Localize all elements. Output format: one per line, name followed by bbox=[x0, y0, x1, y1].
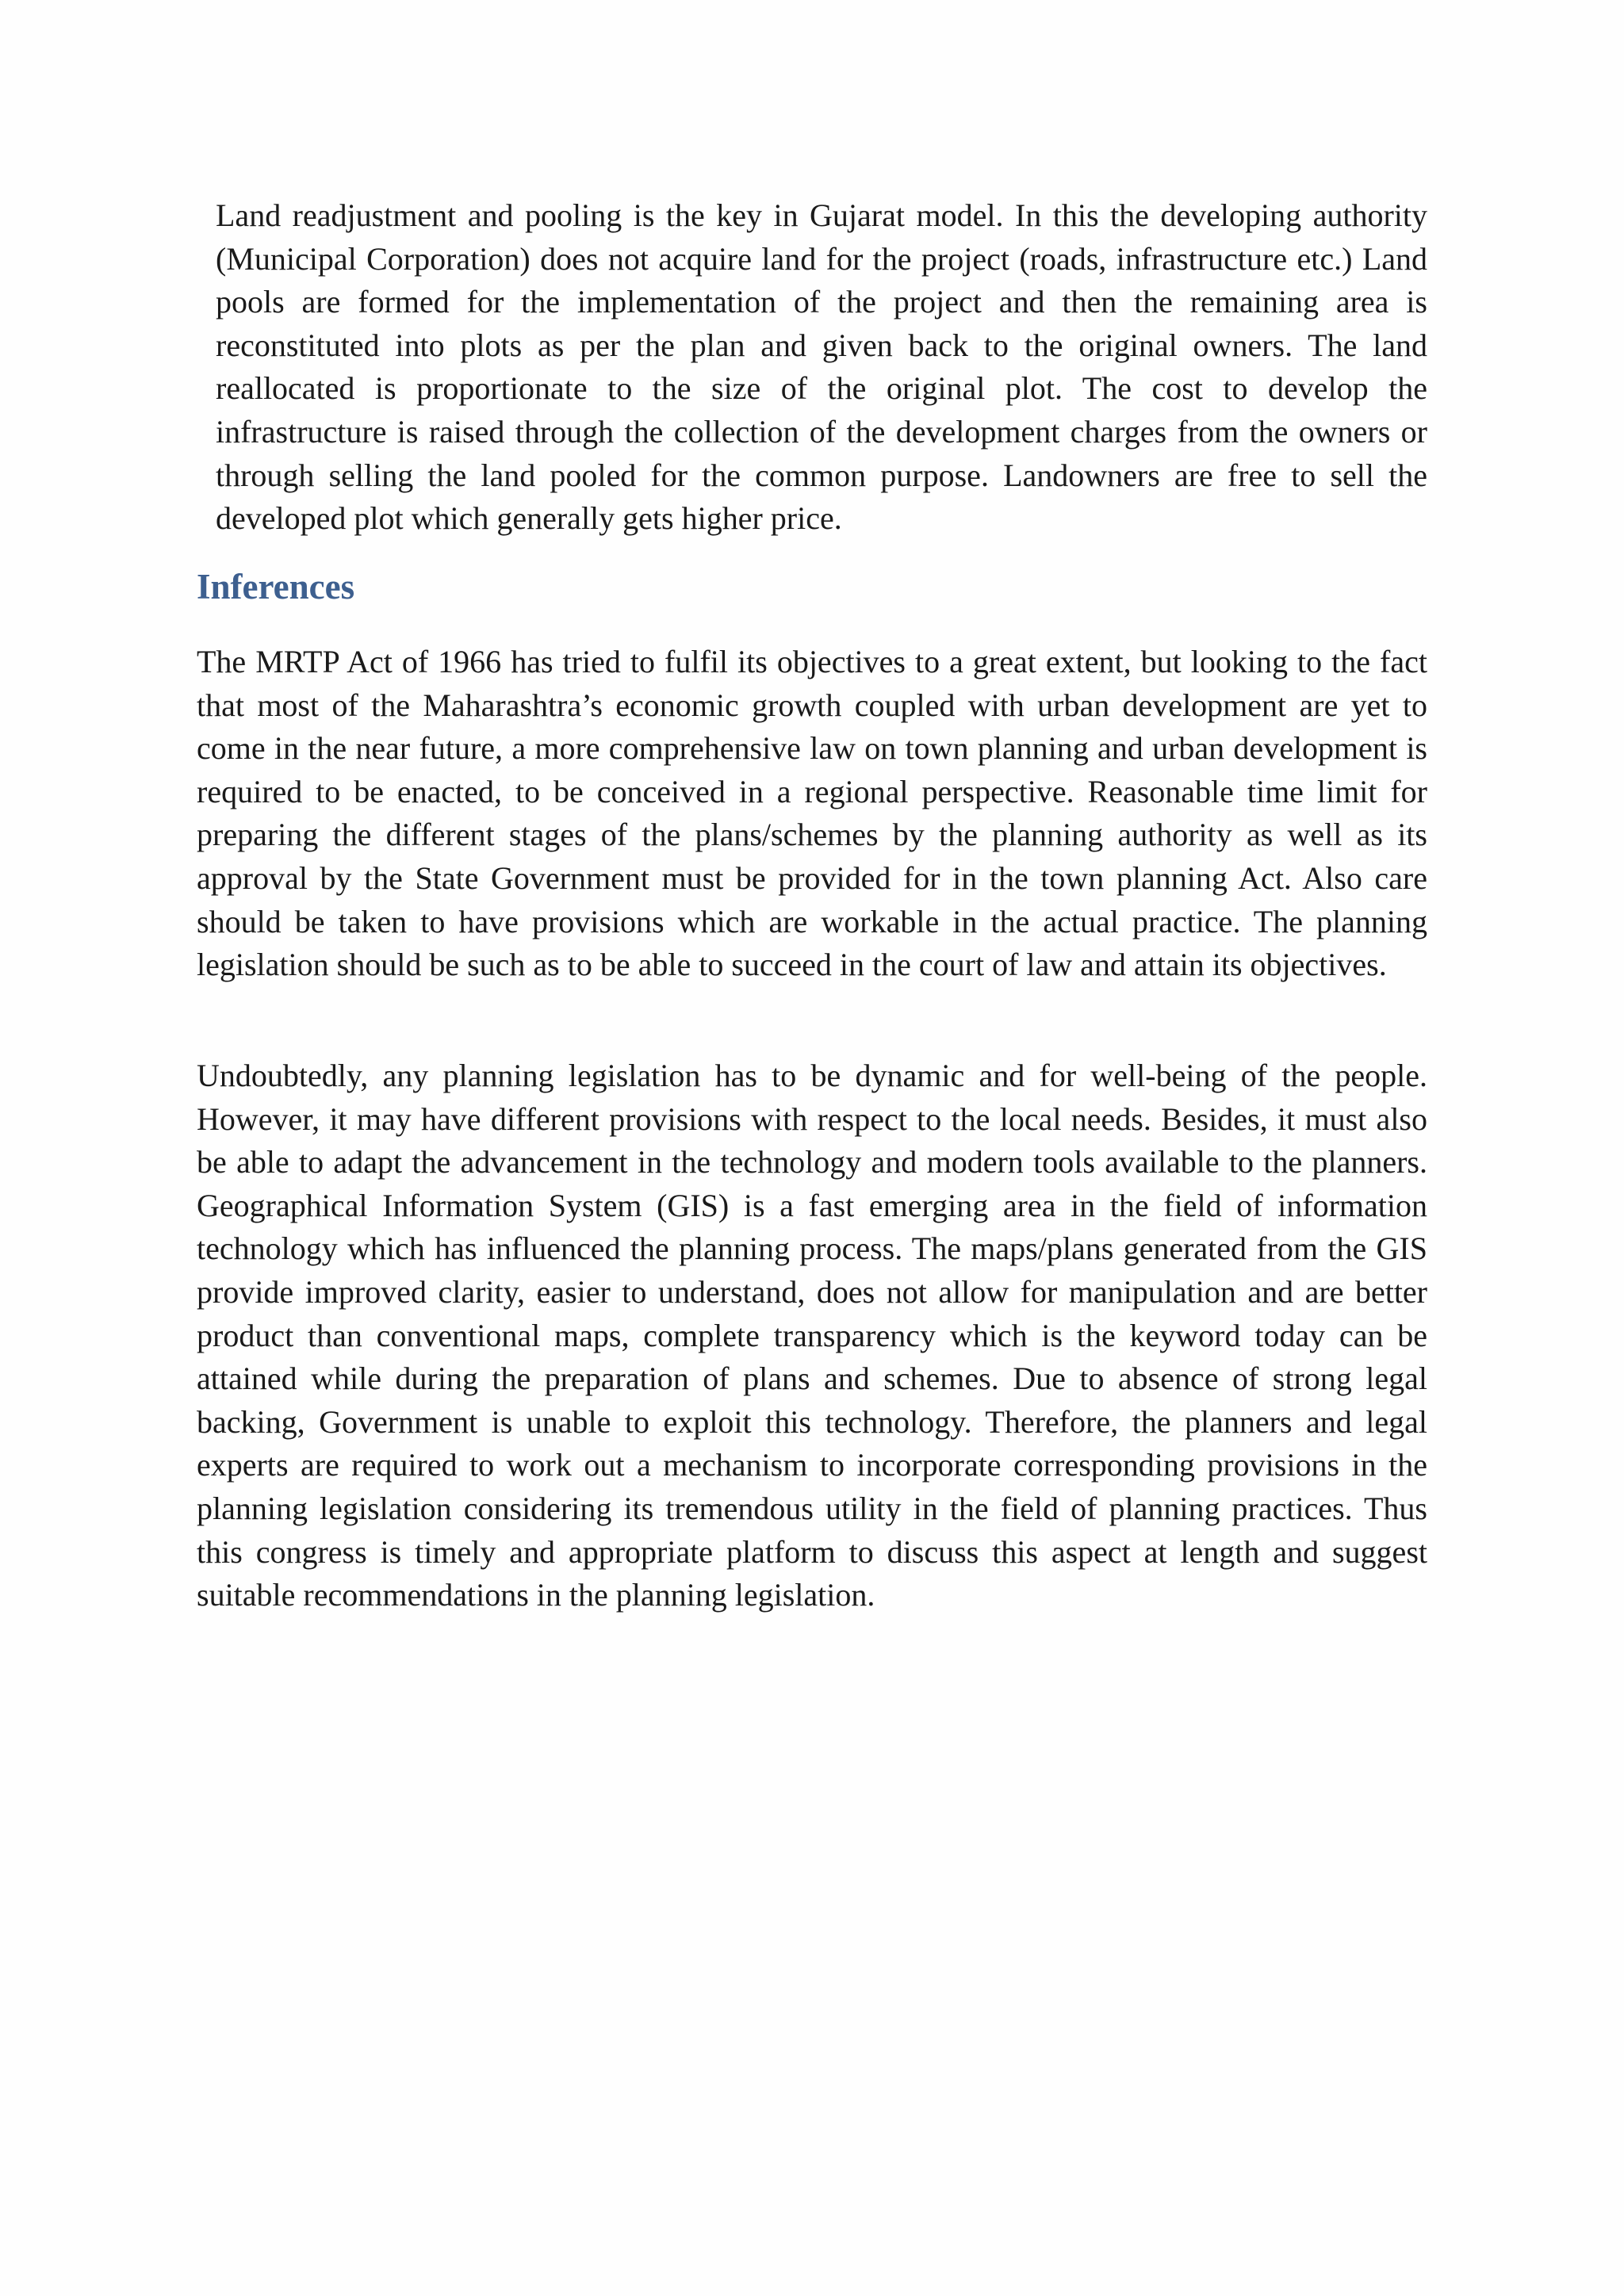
mrtp-act-paragraph: The MRTP Act of 1966 has tried to fulfil its objectives to a great extent, but looking to the fact that most of the Maharashtra’s economic growth coupled with urban development are yet to come in the near future, a more comprehensive law on town planning and urban development is required to be enacted, to be conceived in a regional perspective. Reasonable time limit for preparing the different stages of the plans/schemes by the planning authority as well as its approval by the State Government must be provided for in the town planning Act. Also care should be taken to have provisions which are workable in the actual practice. The planning legislation should be such as to be able to succeed in the court of law and attain its objectives. bbox=[197, 644, 1427, 983]
gis-paragraph: Undoubtedly, any planning legislation has to be dynamic and for well-being of the people. However, it may have different provisions with respect to the local needs. Besides, it must also be able to adapt the advancement in the technology and modern tools available to the planners. Geographical Information System (GIS) is a fast emerging area in the field of information technology which has influenced the planning process. The maps/plans generated from the GIS provide improved clarity, easier to understand, does not allow for manipulation and are better product than conventional maps, complete transparency which is the keyword today can be attained while during the preparation of plans and schemes. Due to absence of strong legal backing, Government is unable to exploit this technology. Therefore, the planners and legal experts are required to work out a mechanism to incorporate corresponding provisions in the planning legislation considering its tremendous utility in the field of planning practices. Thus this congress is timely and appropriate platform to discuss this aspect at length and suggest suitable recommendations in the planning legislation. bbox=[197, 1058, 1427, 1613]
gujarat-model-paragraph: Land readjustment and pooling is the key in Gujarat model. In this the developing authority (Municipal Corporation) does not acquire land for the project (roads, infrastructure etc.) Land pools are formed for the implementation of the project and then the remaining area is reconstituted into plots as per the plan and given back to the original owners. The land reallocated is proportionate to the size of the original plot. The cost to develop the infrastructure is raised through the collection of the development charges from the owners or through selling the land pooled for the common purpose. Landowners are free to sell the developed plot which generally gets higher price. bbox=[216, 197, 1427, 537]
inferences-heading: Inferences bbox=[197, 567, 355, 607]
